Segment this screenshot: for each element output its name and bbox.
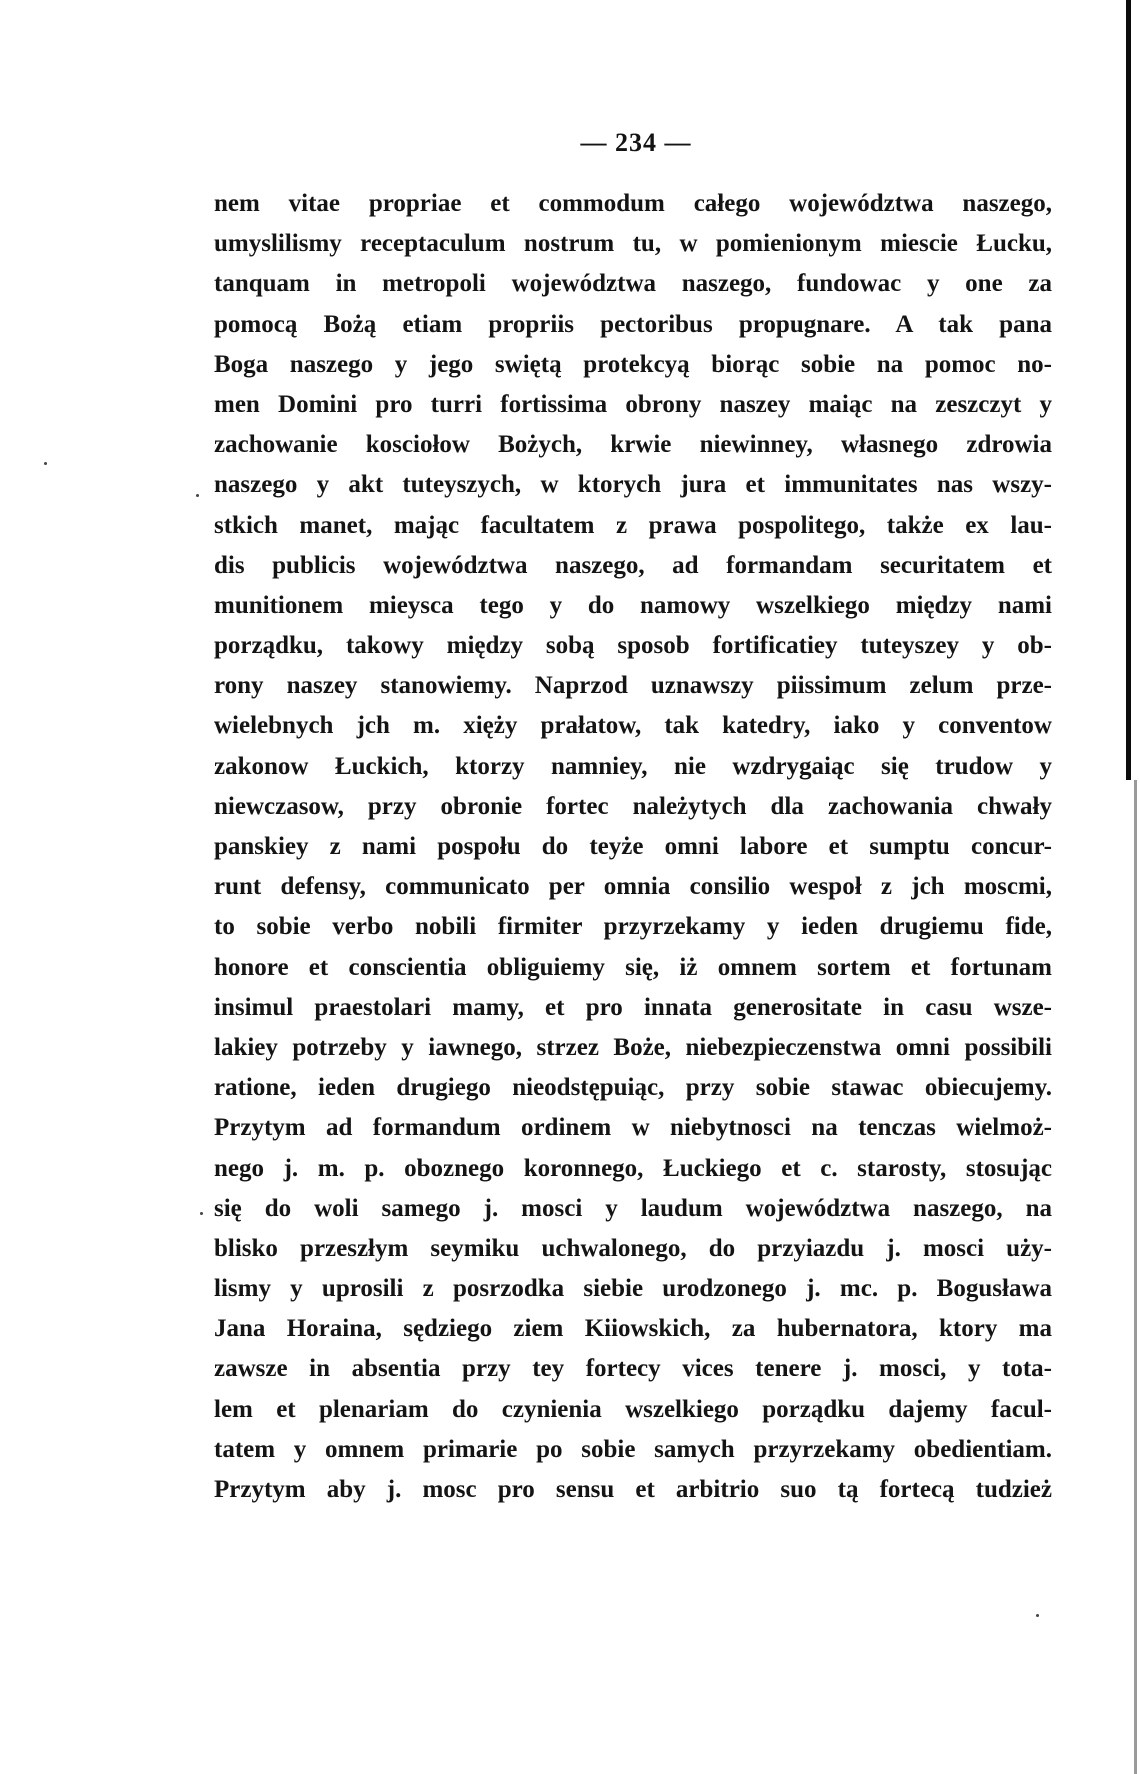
text-line: runt defensy, communicato per omnia consilio wespoł z jch moscmi, (214, 873, 1052, 901)
text-line: tatem y omnem primarie po sobie samych przyrzekamy obedientiam. (214, 1435, 1052, 1463)
text-line: tanquam in metropoli województwa naszego, fundowac y one za (214, 270, 1052, 298)
text-line: porządku, takowy między sobą sposob fortificatiey tuteyszey y ob- (214, 632, 1052, 660)
scan-edge-shadow (1126, 0, 1131, 780)
text-line: insimul praestolari mamy, et pro innata generositate in casu wsze- (214, 993, 1052, 1021)
text-line: honore et conscientia obliguiemy się, iż omnem sortem et fortunam (214, 953, 1052, 981)
text-line: nego j. m. p. oboznego koronnego, Łuckiego et c. starosty, stosując (214, 1154, 1052, 1182)
scan-speck (196, 494, 199, 497)
text-line: rony naszey stanowiemy. Naprzod uznawszy piissimum zelum prze- (214, 672, 1052, 700)
text-line: wielebnych jch m. xięży prałatow, tak katedry, iako y conventow (214, 712, 1052, 740)
text-line: lem et plenariam do czynienia wszelkiego porządku dajemy facul- (214, 1395, 1052, 1423)
text-line: nem vitae propriae et commodum całego województwa naszego, (214, 190, 1052, 217)
text-line: dis publicis województwa naszego, ad formandam securitatem et (214, 551, 1052, 579)
text-line: się do woli samego j. mosci y laudum województwa naszego, na (214, 1194, 1052, 1222)
text-line: lakiey potrzeby y iawnego, strzez Boże, niebezpieczenstwa omni possibili (214, 1033, 1052, 1061)
text-line: Przytym ad formandum ordinem w niebytnosci na tenczas wielmoż- (214, 1114, 1052, 1142)
scan-speck (44, 462, 47, 465)
page-number: — 234 — (580, 128, 692, 157)
text-line: niewczasow, przy obronie fortec należytych dla zachowania chwały (214, 792, 1052, 820)
text-line: zawsze in absentia przy tey fortecy vices tenere j. mosci, y tota- (214, 1355, 1052, 1383)
text-line: umyslilismy receptaculum nostrum tu, w pomienionym miescie Łucku, (214, 230, 1052, 258)
text-line: ratione, ieden drugiego nieodstępuiąc, przy sobie stawac obiecujemy. (214, 1074, 1052, 1102)
text-line: lismy y uprosili z posrzodka siebie urodzonego j. mc. p. Bogusława (214, 1275, 1052, 1303)
text-line: zakonow Łuckich, ktorzy namniey, nie wzdrygaiąc się trudow y (214, 752, 1052, 780)
text-line: Boga naszego y jego swiętą protekcyą biorąc sobie na pomoc no- (214, 350, 1052, 378)
text-line: panskiey z nami pospołu do teyże omni labore et sumptu concur- (214, 833, 1052, 860)
text-line: stkich manet, mając facultatem z prawa pospolitego, także ex lau- (214, 511, 1052, 539)
scan-speck (200, 1212, 203, 1215)
scan-edge-shadow-lower (1134, 780, 1137, 1774)
text-line: zachowanie kosciołow Bożych, krwie niewinney, własnego zdrowia (214, 431, 1052, 459)
text-line: men Domini pro turri fortissima obrony naszey maiąc na zeszczyt y (214, 390, 1052, 418)
scan-speck (1036, 1614, 1039, 1617)
text-line: Przytym aby j. mosc pro sensu et arbitrio suo tą fortecą tudzież (214, 1476, 1052, 1503)
text-line: Jana Horaina, sędziego ziem Kiiowskich, za hubernatora, ktory ma (214, 1315, 1052, 1343)
body-text (214, 184, 1052, 1510)
text-line: pomocą Bożą etiam propriis pectoribus propugnare. A tak pana (214, 310, 1052, 338)
text-line: munitionem mieysca tego y do namowy wszelkiego między nami (214, 591, 1052, 619)
text-line: blisko przeszłym seymiku uchwalonego, do przyiazdu j. mosci uży- (214, 1234, 1052, 1262)
text-line: naszego y akt tuteyszych, w ktorych jura et immunitates nas wszy- (214, 471, 1052, 499)
text-line: to sobie verbo nobili firmiter przyrzekamy y ieden drugiemu fide, (214, 913, 1052, 941)
